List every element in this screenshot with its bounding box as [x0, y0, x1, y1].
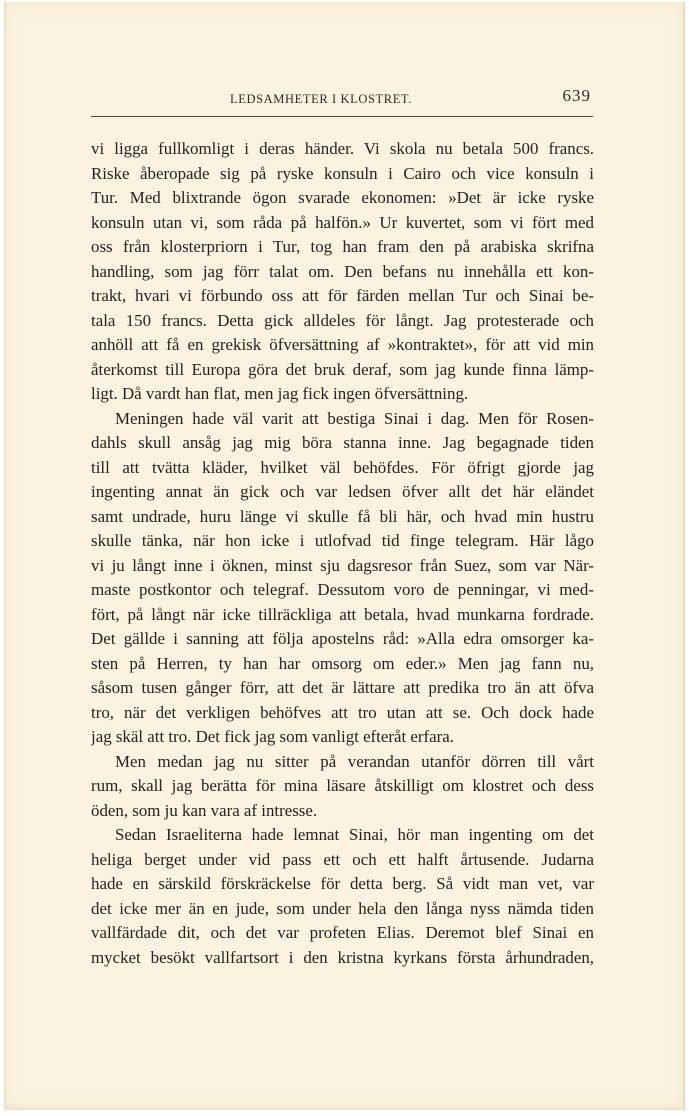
- body-text: [91, 137, 594, 970]
- text-line: ligt. Då vardt han flat, men jag fick ingen öfversättning.: [91, 384, 469, 403]
- text-line: tala 150 francs. Detta gick alldeles för långt. Jag protesterade och: [91, 310, 594, 330]
- text-line: handling, som jag förr talat om. Den befans nu innehålla ett kon-: [91, 261, 594, 281]
- running-title: LEDSAMHETER I KLOSTRET.: [230, 92, 412, 106]
- text-line: tro, när det verkligen behöfves att tro utan att se. Och dock hade: [91, 702, 594, 722]
- text-line: till att tvätta kläder, hvilket väl behöfdes. För öfrigt gjorde jag: [91, 457, 594, 477]
- text-line: samt undrade, huru länge vi skulle få bli här, och hvad min hustru: [91, 506, 594, 526]
- text-line: skulle tänka, när hon icke i utlofvad tid finge telegram. Här lågo: [91, 531, 594, 550]
- text-line: återkomst till Europa göra det bruk deraf, som jag kunde finna lämp-: [91, 359, 594, 379]
- text-line: maste postkontor och telegraf. Dessutom voro de penningar, vi med-: [91, 580, 594, 599]
- text-line: konsuln utan vi, som råda på halfön.» Ur kuvertet, som vi fört med: [91, 212, 594, 232]
- page-header: [91, 86, 593, 117]
- text-line: ingenting annat än gick och var ledsen öfver allt det här eländet: [91, 482, 594, 501]
- text-line: jag skäl att tro. Det fick jag som vanligt efteråt erfara.: [91, 727, 455, 746]
- text-line: hade en särskild förskräckelse för detta berg. Så vidt man vet, var: [91, 874, 594, 893]
- book-page: [4, 2, 685, 1110]
- text-line: Men medan jag nu sitter på verandan utanför dörren till vårt: [115, 751, 594, 771]
- text-line: det icke mer än en jude, som under hela den långa nyss nämda tiden: [91, 898, 594, 918]
- text-line: oss från klosterpriorn i Tur, tog han fram den på arabiska skrifna: [91, 237, 594, 256]
- text-line: anhöll att få en grekisk öfversättning af »kontraktet», för att vid min: [91, 335, 594, 354]
- text-line: vallfärdade dit, och det var profeten Elias. Deremot blef Sinai en: [91, 923, 594, 942]
- text-line: Meningen hade väl varit att bestiga Sinai i dag. Men för Rosen-: [115, 408, 594, 428]
- text-line: såsom tusen gånger förr, att det är lättare att predika tro än att öfva: [91, 678, 594, 697]
- text-line: Sedan Israeliterna hade lemnat Sinai, hör man ingenting om det: [115, 825, 594, 844]
- text-line: heliga berget under vid pass ett och ett halft årtusende. Judarna: [91, 849, 594, 869]
- page-bottom-edge: [4, 1104, 683, 1110]
- page-number: 639: [562, 86, 591, 105]
- text-line: Tur. Med blixtrande ögon svarade ekonomen: »Det är icke ryske: [91, 188, 594, 207]
- text-line: dahls skull ansåg jag mig böra stanna inne. Jag begagnade tiden: [91, 433, 594, 452]
- text-line: Det gällde i sanning att följa apostelns råd: »Alla edra omsorger ka-: [91, 629, 594, 648]
- text-line: trakt, hvari vi förbundo oss att för färden mellan Tur och Sinai be-: [91, 286, 594, 305]
- text-line: Riske åberopade sig på ryske konsuln i Cairo och vice konsuln i: [91, 163, 594, 183]
- text-line: rum, skall jag berätta för mina läsare åtskilligt om klostret och dess: [91, 776, 594, 795]
- text-line: öden, som ju kan vara af intresse.: [91, 800, 318, 820]
- page-edge-shadow: [4, 2, 7, 1110]
- text-line: vi ligga fullkomligt i deras händer. Vi skola nu betala 500 francs.: [91, 139, 594, 158]
- text-line: fört, på långt när icke tillräckliga att betala, hvad munkarna fordrade.: [91, 604, 594, 624]
- text-line: sten på Herren, ty han har omsorg om eder.» Men jag fann nu,: [91, 653, 594, 673]
- text-line: vi ju långt inne i öknen, minst sju dagsresor från Suez, som var När-: [91, 555, 594, 575]
- text-line: mycket besökt vallfartsort i den kristna kyrkans första århundraden,: [91, 947, 594, 967]
